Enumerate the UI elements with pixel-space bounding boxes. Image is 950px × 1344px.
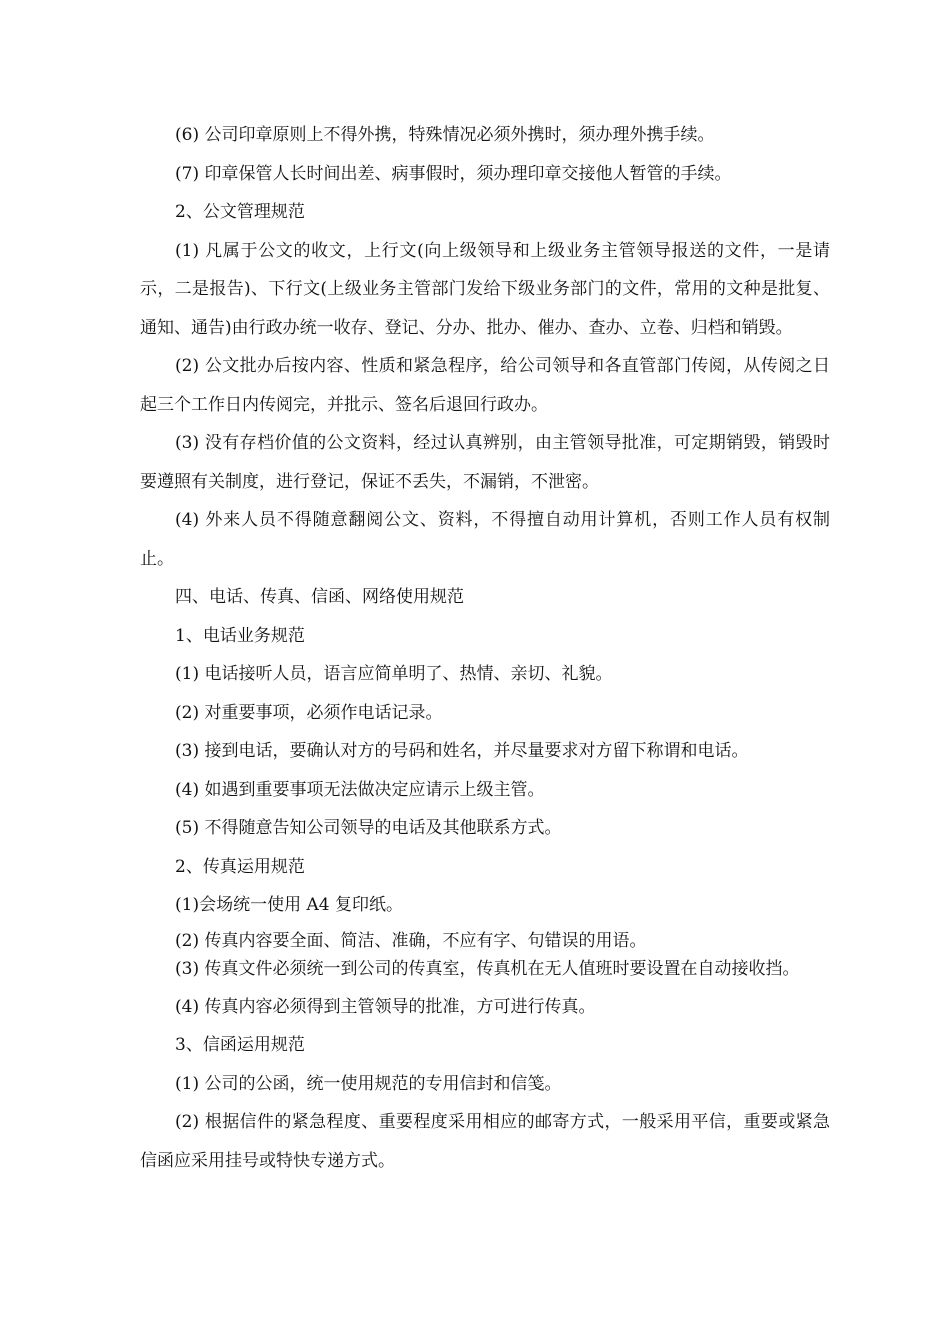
paragraph-telephone-1: (1) 电话接听人员，语言应简单明了、热情、亲切、礼貌。 bbox=[175, 664, 613, 684]
paragraph-fax-3: (3) 传真文件必须统一到公司的传真室，传真机在无人值班时要设置在自动接收挡。 bbox=[175, 958, 800, 979]
paragraph-letters-1: (1) 公司的公函，统一使用规范的专用信封和信笺。 bbox=[175, 1073, 562, 1094]
paragraph-telephone-5: (5) 不得随意告知公司领导的电话及其他联系方式。 bbox=[175, 818, 562, 838]
heading-document-management: 2、公文管理规范 bbox=[175, 202, 305, 222]
paragraph-letters-2: (2) 根据信件的紧急程度、重要程度采用相应的邮寄方式，一般采用平信，重要或紧急信函应采用挂号或特快专递方式。 bbox=[140, 1112, 830, 1171]
paragraph-document-3: (3) 没有存档价值的公文资料，经过认真辨别，由主管领导批准，可定期销毁，销毁时要遵照有关制度，进行登记，保证不丢失，不漏销，不泄密。 bbox=[140, 433, 830, 492]
paragraph-fax-2: (2) 传真内容要全面、简洁、准确，不应有字、句错误的用语。 bbox=[175, 930, 647, 951]
paragraph-telephone-2: (2) 对重要事项，必须作电话记录。 bbox=[175, 702, 443, 723]
paragraph-fax-1: (1)会场统一使用 A4 复印纸。 bbox=[175, 895, 403, 915]
paragraph-seal-6: (6) 公司印章原则上不得外携，特殊情况必须外携时，须办理外携手续。 bbox=[175, 125, 715, 145]
paragraph-document-1: (1) 凡属于公文的收文，上行文(向上级领导和上级业务主管领导报送的文件，一是请示，二是报告)、下行文(上级业务主管部门发给下级业务部门的文件，常用的文种是批复、通知、通告)由行政办统一收存、登记、分办、批办、催办、查办、立卷、归档和销毁。 bbox=[140, 240, 830, 338]
section-heading-communication: 四、电话、传真、信函、网络使用规范 bbox=[175, 587, 464, 607]
paragraph-document-4: (4) 外来人员不得随意翻阅公文、资料，不得擅自动用计算机，否则工作人员有权制止。 bbox=[140, 510, 830, 569]
paragraph-seal-7: (7) 印章保管人长时间出差、病事假时，须办理印章交接他人暂管的手续。 bbox=[175, 163, 732, 184]
heading-telephone: 1、电话业务规范 bbox=[175, 625, 305, 646]
heading-letters: 3、信函运用规范 bbox=[175, 1035, 305, 1055]
paragraph-document-2: (2) 公文批办后按内容、性质和紧急程序，给公司领导和各直管部门传阅，从传阅之日起三个工作日内传阅完，并批示、签名后退回行政办。 bbox=[140, 356, 830, 415]
paragraph-telephone-4: (4) 如遇到重要事项无法做决定应请示上级主管。 bbox=[175, 779, 545, 800]
heading-fax: 2、传真运用规范 bbox=[175, 856, 305, 877]
paragraph-telephone-3: (3) 接到电话，要确认对方的号码和姓名，并尽量要求对方留下称谓和电话。 bbox=[175, 741, 749, 761]
document-page bbox=[140, 116, 830, 1180]
paragraph-fax-4: (4) 传真内容必须得到主管领导的批准，方可进行传真。 bbox=[175, 996, 596, 1017]
